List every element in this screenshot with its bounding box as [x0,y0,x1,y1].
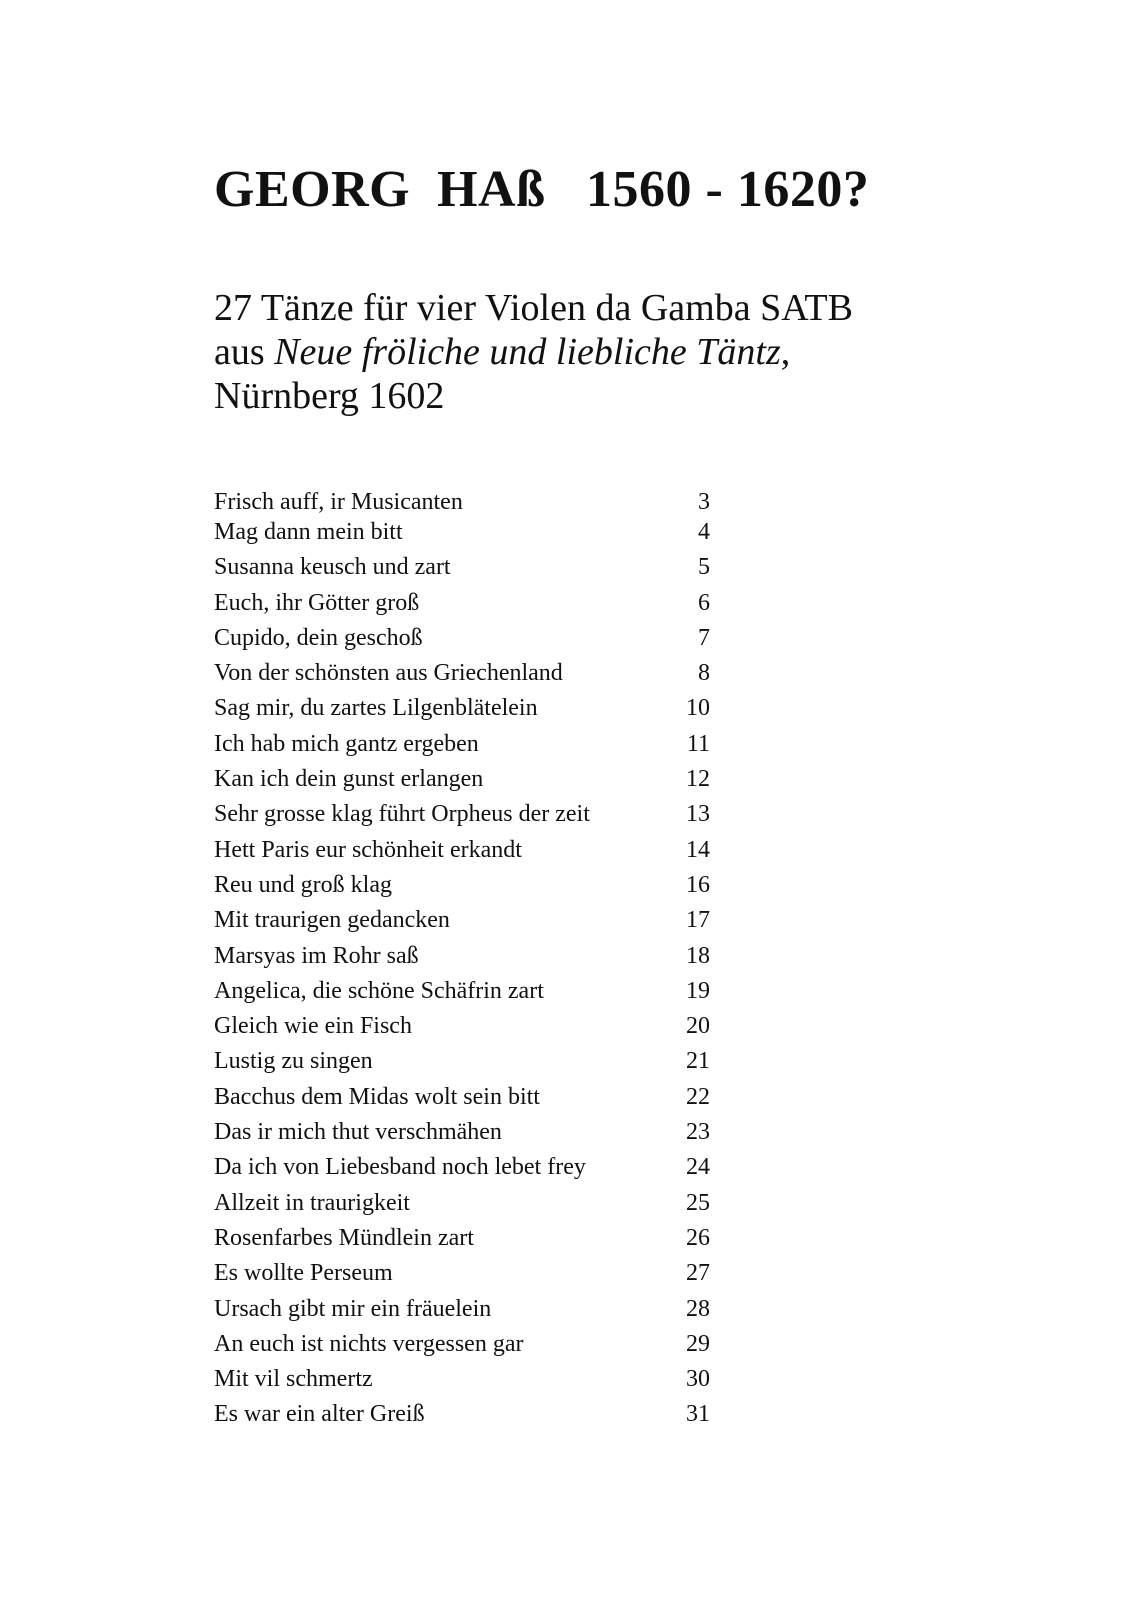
table-of-contents [214,488,714,1436]
toc-entry-page: 3 [698,489,710,515]
toc-entry [214,659,714,694]
subtitle-line-3: Nürnberg 1602 [214,375,445,417]
toc-entry-page: 24 [686,1154,710,1181]
subtitle-line-1: 27 Tänze für vier Violen da Gamba SATB [214,287,853,329]
toc-entry [214,1047,714,1082]
toc-entry [214,1365,714,1400]
subtitle-line-2-prefix: aus [214,331,275,373]
toc-entry-page: 27 [686,1260,710,1287]
toc-entry-page: 17 [686,907,710,934]
toc-entry-title: Cupido, dein geschoß [214,624,423,651]
toc-entry [214,1295,714,1330]
toc-entry [214,836,714,871]
toc-entry [214,518,714,553]
toc-entry [214,871,714,906]
toc-entry-page: 22 [686,1083,710,1110]
toc-entry-title: Mit traurigen gedancken [214,907,450,934]
toc-entry [214,1400,714,1435]
toc-entry [214,1224,714,1259]
toc-entry [214,1259,714,1294]
toc-entry-page: 31 [686,1401,710,1428]
toc-entry-title: Von der schönsten aus Griechenland [214,660,563,687]
toc-entry-title: Mag dann mein bitt [214,519,403,545]
toc-entry-title: Euch, ihr Götter groß [214,589,420,616]
toc-entry-page: 10 [686,695,710,722]
toc-entry-title: Es wollte Perseum [214,1260,393,1287]
toc-entry-page: 30 [686,1366,710,1393]
toc-entry-page: 4 [698,519,710,545]
toc-entry-title: Gleich wie ein Fisch [214,1013,412,1040]
toc-entry-page: 6 [698,589,710,616]
collection-title: Neue fröliche und liebliche Täntz [274,331,781,373]
toc-entry-title: Da ich von Liebesband noch lebet frey [214,1154,586,1181]
toc-entry-page: 5 [698,554,710,581]
toc-entry [214,1118,714,1153]
toc-entry-title: Frisch auff, ir Musicanten [214,489,463,515]
toc-entry-title: Kan ich dein gunst erlangen [214,766,484,793]
toc-entry [214,942,714,977]
toc-entry-title: Sag mir, du zartes Lilgenblätelein [214,695,538,722]
toc-entry-page: 12 [686,766,710,793]
toc-entry-page: 23 [686,1119,710,1146]
subtitle-line-2-suffix: , [780,331,791,373]
toc-entry-page: 19 [686,977,710,1004]
toc-entry [214,1189,714,1224]
toc-entry-title: Ich hab mich gantz ergeben [214,730,479,757]
toc-entry [214,1153,714,1188]
toc-entry-page: 18 [686,942,710,969]
toc-entry [214,694,714,729]
toc-entry [214,765,714,800]
toc-entry-title: Mit vil schmertz [214,1366,373,1393]
toc-entry [214,589,714,624]
toc-entry-title: Rosenfarbes Mündlein zart [214,1224,474,1251]
toc-entry-page: 28 [686,1295,710,1322]
toc-entry-page: 14 [686,836,710,863]
toc-entry-title: Susanna keusch und zart [214,554,451,581]
toc-entry-title: Angelica, die schöne Schäfrin zart [214,977,544,1004]
toc-entry-title: Sehr grosse klag führt Orpheus der zeit [214,801,590,828]
toc-entry-title: Hett Paris eur schönheit erkandt [214,836,522,863]
toc-entry-title: Bacchus dem Midas wolt sein bitt [214,1083,540,1110]
toc-entry [214,977,714,1012]
toc-entry-page: 26 [686,1224,710,1251]
toc-entry-page: 11 [686,730,710,757]
toc-entry [214,624,714,659]
toc-entry-title: An euch ist nichts vergessen gar [214,1330,524,1357]
toc-entry-title: Es war ein alter Greiß [214,1401,425,1428]
toc-entry-page: 16 [686,871,710,898]
toc-entry [214,1083,714,1118]
toc-entry [214,906,714,941]
toc-entry [214,1330,714,1365]
toc-entry [214,488,714,518]
toc-entry-page: 7 [698,624,710,651]
toc-entry [214,800,714,835]
toc-entry-title: Lustig zu singen [214,1048,373,1075]
toc-entry [214,1012,714,1047]
toc-entry-page: 13 [686,801,710,828]
toc-entry-title: Ursach gibt mir ein fräuelein [214,1295,492,1322]
toc-entry-title: Reu und groß klag [214,871,392,898]
toc-entry-title: Das ir mich thut verschmähen [214,1119,502,1146]
toc-entry [214,553,714,588]
toc-entry-title: Allzeit in traurigkeit [214,1189,410,1216]
subtitle-line-2 [214,330,853,374]
subtitle-block [214,286,853,418]
toc-entry-page: 21 [686,1048,710,1075]
toc-entry [214,730,714,765]
toc-entry-title: Marsyas im Rohr saß [214,942,419,969]
toc-entry-page: 29 [686,1330,710,1357]
toc-entry-page: 20 [686,1013,710,1040]
page-title: GEORG HAß 1560 - 1620? [214,161,870,218]
toc-entry-page: 25 [686,1189,710,1216]
toc-entry-page: 8 [698,660,710,687]
